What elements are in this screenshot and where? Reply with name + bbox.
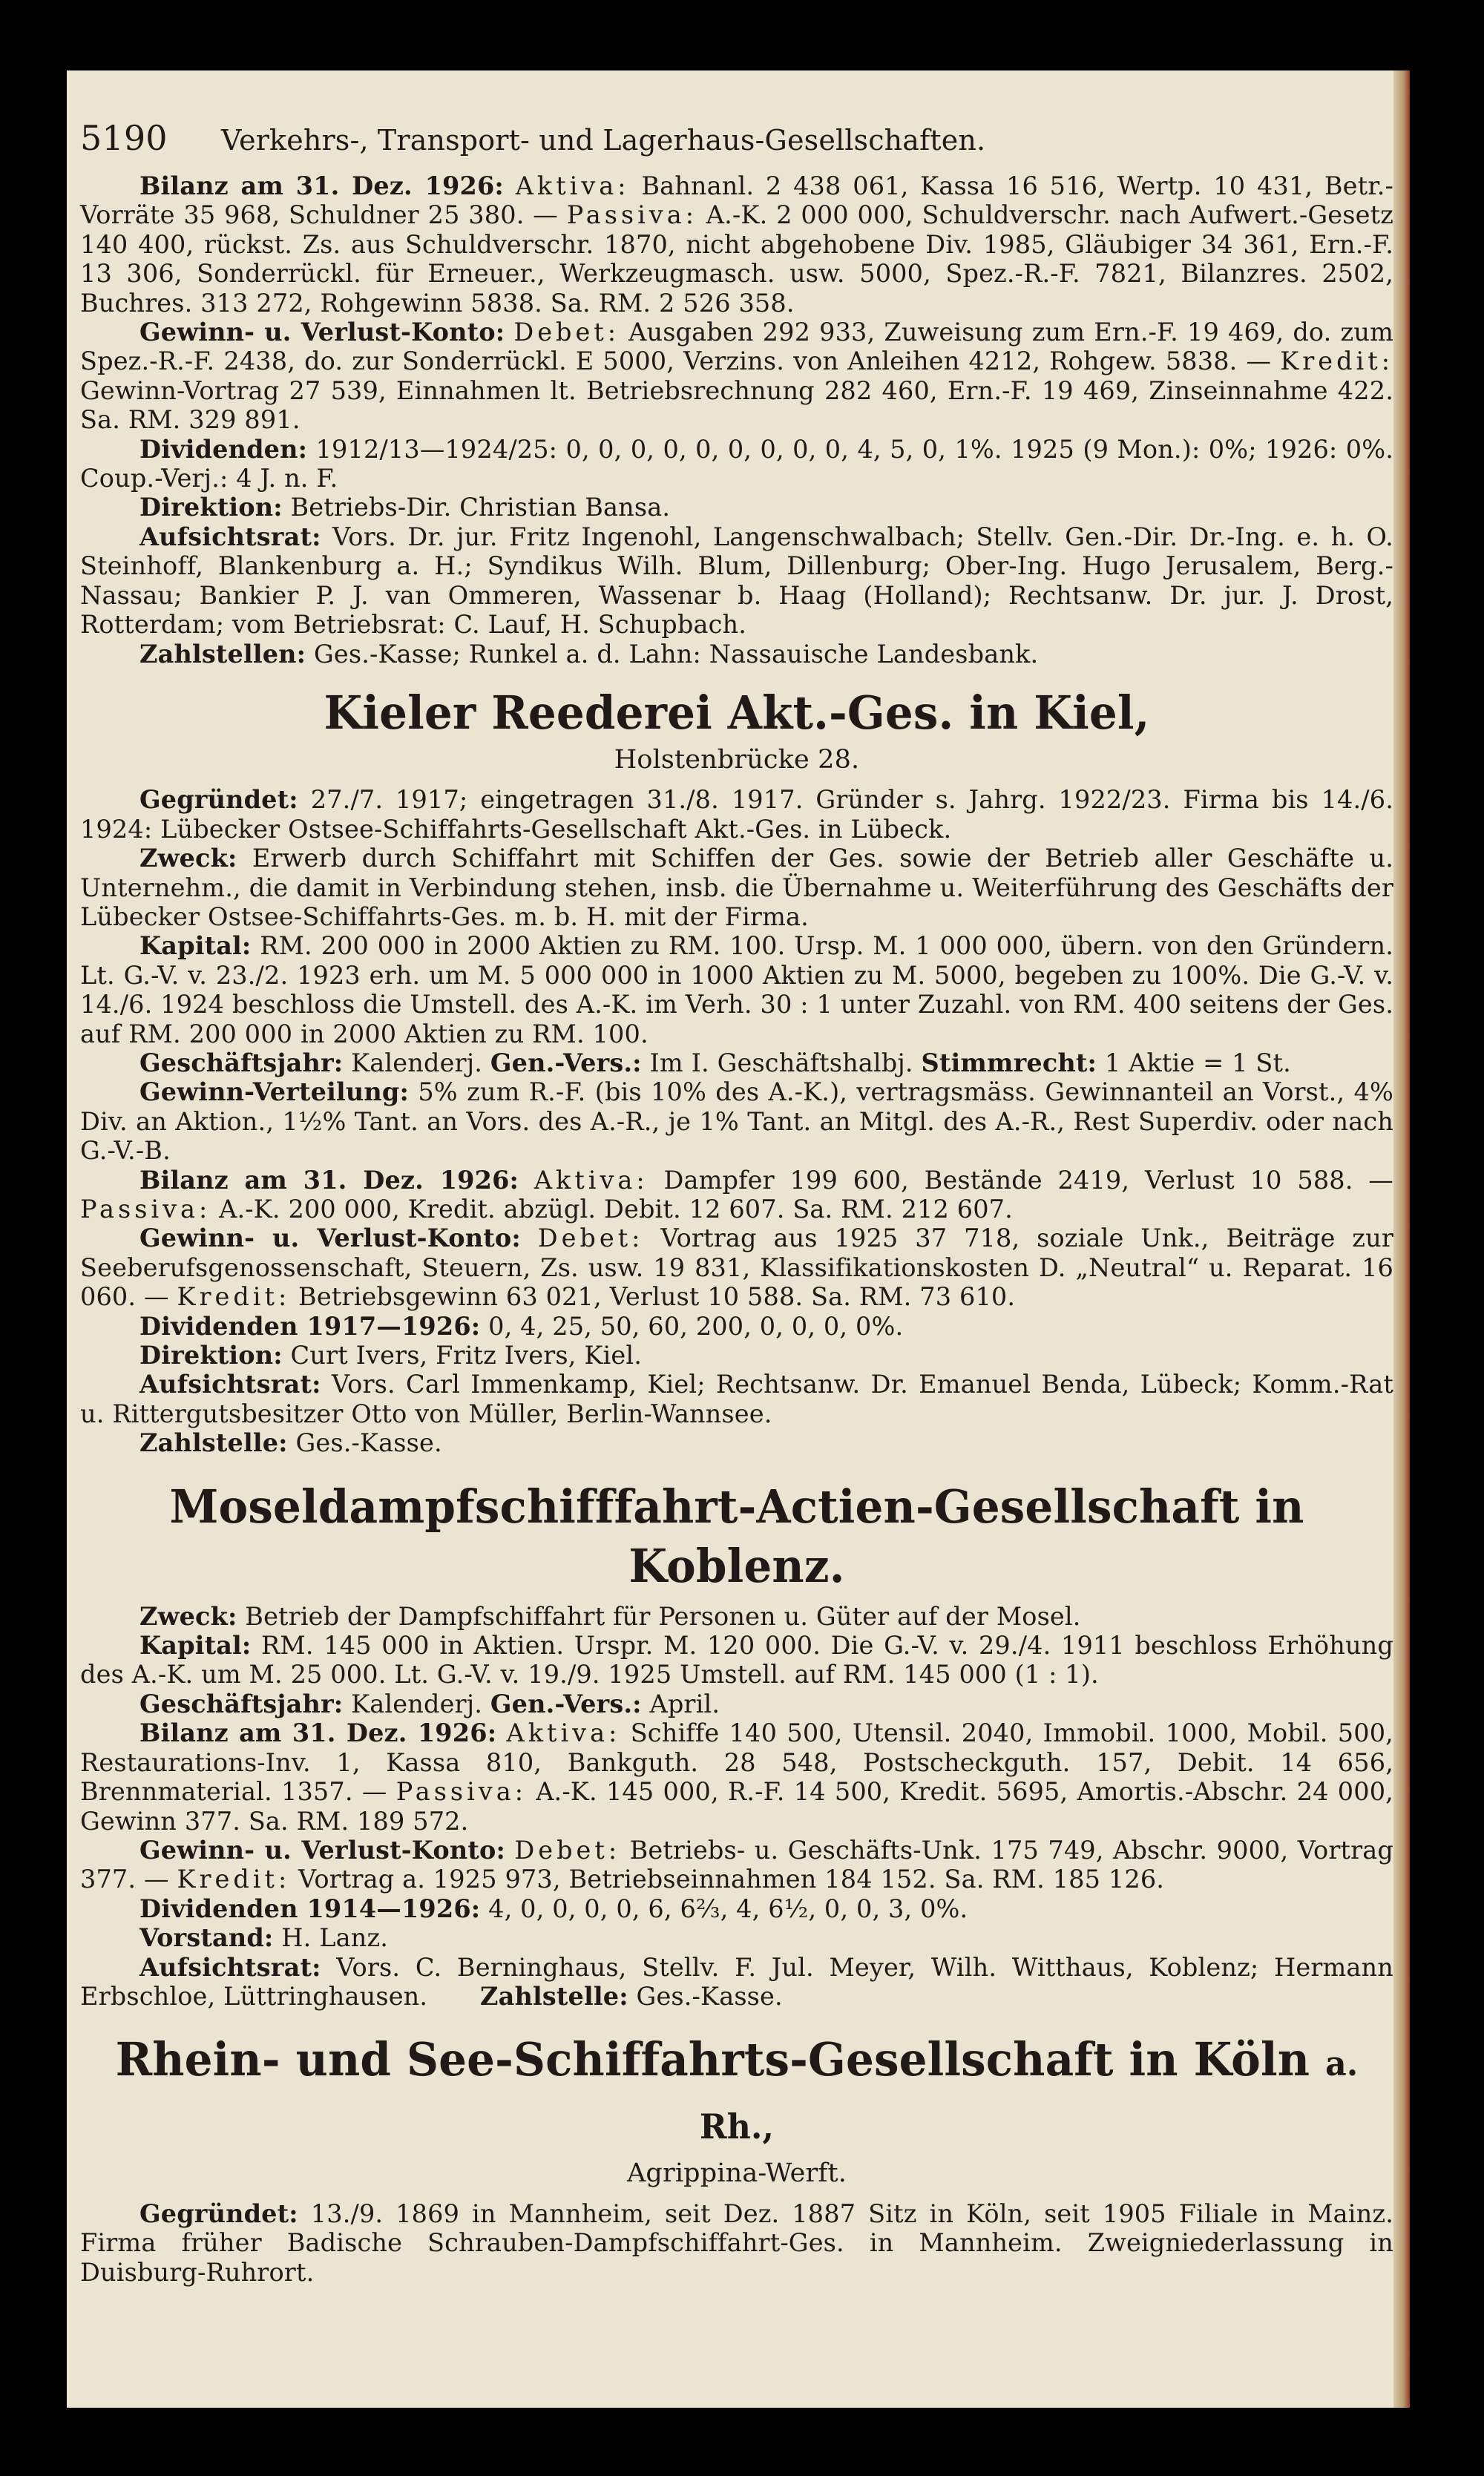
- text-aktiva: Schiffe 140 500, Utensil. 2040, Immobil. 1000, Mobil. 500, Restaurations-Inv. 1, Kassa 810, Bankguth. 28 548, Postscheckguth. 157, Debit. 14 656, Brennmaterial. 1357. —: [80, 1718, 1393, 1807]
- label-gen-vers: Gen.-Vers.:: [490, 1689, 642, 1718]
- paragraph-gegruendet: [80, 2199, 1393, 2287]
- label-passiva: Passiva:: [395, 1777, 527, 1807]
- label-direktion: Direktion:: [139, 1341, 283, 1370]
- section-rhein: [80, 2030, 1393, 2287]
- label-zweck: Zweck:: [139, 1601, 237, 1631]
- label-gewinn-verteilung: Gewinn-Verteilung:: [139, 1077, 409, 1107]
- text-aktiva: Dampfer 199 600, Bestände 2419, Verlust 10 588. —: [663, 1165, 1393, 1195]
- label-bilanz: Bilanz am 31. Dez. 1926:: [139, 1718, 497, 1748]
- section-nassau: [80, 171, 1393, 669]
- paragraph-gewinn-verlust: [80, 1836, 1393, 1894]
- paragraph-direktion: [80, 493, 1393, 522]
- text-aufsichtsrat: Vors. Dr. jur. Fritz Ingenohl, Langenschwalbach; Stellv. Gen.-Dir. Dr.-Ing. e. h. O. Steinhoff, Blankenburg a. H.; Syndikus Wilh. Blum, Dillenburg; Ober-Ing. Hugo Jerusalem, Berg.-Nassau; Bankier P. J. van Ommeren, Wassenar b. Haag (Holland); Rechtsanw. Dr. jur. J. Drost, Rotterdam; vom Betriebsrat: C. Lauf, H. Schupbach.: [80, 522, 1393, 640]
- text-passiva: A.-K. 2 000 000, Schuldverschr. nach Aufwert.-Gesetz 140 400, rückst. Zs. aus Schuldverschr. 1870, nicht abgehobene Div. 1985, Gläubiger 34 361, Ern.-F. 13 306, Sonderrückl. für Erneuer., Werkzeugmasch. usw. 5000, Spez.-R.-F. 7821, Bilanzres. 2502, Buchres. 313 272, Rohgewinn 5838. Sa. RM. 2 526 358.: [80, 200, 1393, 318]
- text-dividenden: 0, 4, 25, 50, 60, 200, 0, 0, 0, 0%.: [488, 1311, 904, 1341]
- text-zweck: Erwerb durch Schiffahrt mit Schiffen der Ges. sowie der Betrieb aller Geschäfte u. Unternehm., die damit in Verbindung stehen, insb. die Übernahme u. Weiterführung des Geschäfts der Lübecker Ostsee-Schiffahrts-Ges. m. b. H. mit der Firma.: [80, 844, 1393, 931]
- company-address-kiel: Holstenbrücke 28.: [614, 744, 860, 775]
- text-zweck: Betrieb der Dampfschiffahrt für Personen u. Güter auf der Mosel.: [245, 1601, 1081, 1631]
- label-debet: Debet:: [513, 318, 620, 347]
- paragraph-dividenden: [80, 435, 1393, 493]
- label-aufsichtsrat: Aufsichtsrat:: [139, 1952, 321, 1982]
- text-debet: Betriebs- u. Geschäfts-Unk. 175 749, Abschr. 9000, Vortrag 377. —: [80, 1835, 1393, 1894]
- label-dividenden: Dividenden 1917—1926:: [139, 1311, 481, 1341]
- label-direktion: Direktion:: [139, 493, 283, 522]
- label-kredit: Kredit:: [177, 1282, 291, 1312]
- paragraph-bilanz: [80, 1718, 1393, 1836]
- label-passiva: Passiva:: [80, 1195, 211, 1224]
- text-dividenden: 1912/13—1924/25: 0, 0, 0, 0, 0, 0, 0, 0, 0, 4, 5, 0, 1%. 1925 (9 Mon.): 0%; 1926: 0%. Coup.-Verj.: 4 J. n. F.: [80, 434, 1393, 493]
- text-stimmrecht: 1 Aktie = 1 St.: [1104, 1048, 1291, 1077]
- paragraph-dividenden: [80, 1312, 1393, 1341]
- label-zahlstelle: Zahlstelle:: [139, 1428, 288, 1458]
- text-aktiva: Bahnanl. 2 438 061, Kassa 16 516, Wertp. 10 431, Betr.-Vorräte 35 968, Schuldner 25 380. —: [80, 171, 1394, 230]
- text-kredit: Vortrag a. 1925 973, Betriebseinnahmen 184 152. Sa. RM. 185 126.: [298, 1865, 1165, 1894]
- book-page: [67, 70, 1410, 2408]
- company-title-rhein-main: Rhein- und See-Schiffahrts-Gesellschaft in Köln: [115, 2032, 1310, 2087]
- text-zahlstelle: Ges.-Kasse.: [636, 1981, 783, 2011]
- label-aktiva: Aktiva:: [533, 1165, 649, 1195]
- paragraph-gegruendet: [80, 785, 1393, 844]
- text-vorstand: H. Lanz.: [281, 1923, 389, 1953]
- paragraph-kapital: [80, 931, 1393, 1048]
- label-bilanz: Bilanz am 31. Dez. 1926:: [139, 171, 504, 200]
- text-zahlstellen: Ges.-Kasse; Runkel a. d. Lahn: Nassauische Landesbank.: [314, 639, 1039, 669]
- company-title-rhein: [106, 2030, 1367, 2156]
- label-kredit: Kredit:: [177, 1865, 291, 1894]
- text-geschaeftsjahr: Kalenderj.: [351, 1689, 483, 1718]
- text-debet: Ausgaben 292 933, Zuweisung zum Ern.-F. 19 469, do. zum Spez.-R.-F. 2438, do. zur Sonderrückl. E 5000, Verzins. von Anleihen 4212, Rohgew. 5838. —: [80, 318, 1393, 376]
- paragraph-geschaeftsjahr: [80, 1048, 1393, 1077]
- company-title-rhein-suffix: a. Rh.,: [699, 2043, 1359, 2147]
- label-debet: Debet:: [537, 1224, 644, 1253]
- text-direktion: Betriebs-Dir. Christian Bansa.: [290, 493, 671, 522]
- label-aktiva: Aktiva:: [506, 1718, 621, 1748]
- paragraph-bilanz: [80, 1166, 1393, 1224]
- text-gen-vers: Im I. Geschäftshalbj.: [649, 1048, 913, 1077]
- paragraph-vorstand: [80, 1923, 1393, 1952]
- label-kapital: Kapital:: [139, 1631, 252, 1661]
- label-aufsichtsrat: Aufsichtsrat:: [139, 1370, 321, 1399]
- paragraph-kapital: [80, 1631, 1393, 1689]
- paragraph-zahlstellen: [80, 640, 1393, 669]
- paragraph-zweck: [80, 1602, 1393, 1631]
- label-kredit: Kredit:: [1280, 347, 1393, 376]
- label-zahlstellen: Zahlstellen:: [139, 639, 306, 669]
- text-direktion: Curt Ivers, Fritz Ivers, Kiel.: [290, 1341, 642, 1370]
- text-gegruendet: 27./7. 1917; eingetragen 31./8. 1917. Gründer s. Jahrg. 1922/23. Firma bis 14./6. 1924: Lübecker Ostsee-Schiffahrts-Gesellschaft Akt.-Ges. in Lübeck.: [80, 785, 1393, 844]
- label-bilanz: Bilanz am 31. Dez. 1926:: [139, 1165, 519, 1195]
- paragraph-zahlstelle: [80, 1428, 1393, 1457]
- label-dividenden: Dividenden 1914—1926:: [139, 1894, 481, 1923]
- company-title-kiel: Kieler Reederei Akt.-Ges. in Kiel,: [324, 685, 1150, 740]
- label-zweck: Zweck:: [139, 844, 237, 873]
- paragraph-zweck: [80, 844, 1393, 931]
- company-title-mosel: Moseldampfschifffahrt-Actien-Gesellschaft in Koblenz.: [169, 1479, 1304, 1593]
- text-gegruendet: 13./9. 1869 in Mannheim, seit Dez. 1887 Sitz in Köln, seit 1905 Filiale in Mainz. Firma früher Badische Schrauben-Dampfschiffahrt-Ges. in Mannheim. Zweigniederlassung in Duisburg-Ruhrort.: [80, 2198, 1393, 2287]
- label-passiva: Passiva:: [566, 200, 697, 230]
- paragraph-direktion: [80, 1341, 1393, 1370]
- label-gegruendet: Gegründet:: [139, 785, 298, 815]
- text-gen-vers: April.: [649, 1689, 720, 1718]
- label-stimmrecht: Stimmrecht:: [921, 1048, 1097, 1077]
- text-passiva: A.-K. 145 000, R.-F. 14 500, Kredit. 5695, Amortis.-Abschr. 24 000, Gewinn 377. Sa. RM. 189 572.: [80, 1777, 1393, 1836]
- company-address-rhein: Agrippina-Werft.: [626, 2158, 847, 2189]
- paragraph-gewinn-verteilung: [80, 1077, 1393, 1165]
- page-content: [80, 118, 1394, 2287]
- text-zahlstelle: Ges.-Kasse.: [295, 1428, 442, 1458]
- label-vorstand: Vorstand:: [139, 1923, 274, 1953]
- label-aufsichtsrat: Aufsichtsrat:: [139, 522, 321, 551]
- text-kredit: Betriebsgewinn 63 021, Verlust 10 588. Sa. RM. 73 610.: [298, 1282, 1016, 1312]
- text-debet: Vortrag aus 1925 37 718, soziale Unk., Beiträge zur Seeberufsgenossenschaft, Steuern, Zs. usw. 19 831, Klassifikationskosten D. „Neutral“ u. Reparat. 16 060. —: [80, 1224, 1393, 1312]
- label-geschaeftsjahr: Geschäftsjahr:: [139, 1689, 344, 1718]
- page-number: 5190: [80, 118, 168, 158]
- label-gewinn-verlust: Gewinn- u. Verlust-Konto:: [139, 1835, 505, 1865]
- paragraph-gewinn-verlust: [80, 1224, 1393, 1311]
- section-kiel: [80, 683, 1393, 1458]
- text-passiva: A.-K. 200 000, Kredit. abzügl. Debit. 12 607. Sa. RM. 212 607.: [219, 1195, 1013, 1224]
- label-gen-vers: Gen.-Vers.:: [490, 1048, 642, 1077]
- label-zahlstelle: Zahlstelle:: [480, 1981, 628, 2011]
- paragraph-bilanz: [80, 171, 1393, 318]
- label-geschaeftsjahr: Geschäftsjahr:: [139, 1048, 344, 1077]
- text-gewinn-verteilung: 5% zum R.-F. (bis 10% des A.-K.), vertragsmäss. Gewinnanteil an Vorst., 4% Div. an Aktion., 1½% Tant. an Vors. des A.-R., je 1% Tant. an Mitgl. des A.-R., Rest Superdiv. oder nach G.-V.-B.: [80, 1077, 1393, 1166]
- label-gewinn-verlust: Gewinn- u. Verlust-Konto:: [139, 318, 505, 347]
- page-header: [80, 118, 1393, 171]
- page-edge: [1393, 70, 1410, 2408]
- text-kredit: Gewinn-Vortrag 27 539, Einnahmen lt. Betriebsrechnung 282 460, Ern.-F. 19 469, Zinseinnahme 422. Sa. RM. 329 891.: [80, 375, 1393, 435]
- paragraph-dividenden: [80, 1894, 1393, 1923]
- label-gegruendet: Gegründet:: [139, 2198, 298, 2228]
- text-dividenden: 4, 0, 0, 0, 0, 6, 6⅔, 4, 6½, 0, 0, 3, 0%.: [488, 1894, 968, 1923]
- paragraph-aufsichtsrat: [80, 1370, 1393, 1428]
- label-kapital: Kapital:: [139, 931, 252, 961]
- running-title: Verkehrs-, Transport- und Lagerhaus-Gesellschaften.: [221, 124, 986, 157]
- text-kapital: RM. 200 000 in 2000 Aktien zu RM. 100. Ursp. M. 1 000 000, übern. von den Gründern. Lt. G.-V. v. 23./2. 1923 erh. um M. 5 000 000 in 1000 Aktien zu M. 5000, begeben zu 100%. Die G.-V. v. 14./6. 1924 beschloss die Umstell. des A.-K. im Verh. 30 : 1 unter Zuzahl. von RM. 400 seitens der Ges. auf RM. 200 000 in 2000 Aktien zu RM. 100.: [80, 931, 1393, 1048]
- label-dividenden: Dividenden:: [139, 434, 308, 464]
- label-gewinn-verlust: Gewinn- u. Verlust-Konto:: [139, 1224, 521, 1253]
- text-aufsichtsrat: Vors. C. Berninghaus, Stellv. F. Jul. Meyer, Wilh. Witthaus, Koblenz; Hermann Erbschloe, Lüttringhausen.: [80, 1952, 1393, 2011]
- section-mosel: [80, 1477, 1393, 2012]
- text-kapital: RM. 145 000 in Aktien. Urspr. M. 120 000. Die G.-V. v. 29./4. 1911 beschloss Erhöhung des A.-K. um M. 25 000. Lt. G.-V. v. 19./9. 1925 Umstell. auf RM. 145 000 (1 : 1).: [80, 1631, 1393, 1689]
- label-debet: Debet:: [514, 1835, 621, 1865]
- paragraph-aufsichtsrat: [80, 1953, 1393, 2012]
- paragraph-aufsichtsrat: [80, 522, 1393, 640]
- paragraph-gewinn-verlust: [80, 318, 1393, 435]
- text-geschaeftsjahr: Kalenderj.: [351, 1048, 483, 1077]
- text-aufsichtsrat: Vors. Carl Immenkamp, Kiel; Rechtsanw. Dr. Emanuel Benda, Lübeck; Komm.-Rat u. Rittergutsbesitzer Otto von Müller, Berlin-Wannsee.: [80, 1370, 1393, 1428]
- paragraph-geschaeftsjahr: [80, 1689, 1393, 1718]
- label-aktiva: Aktiva:: [515, 171, 630, 200]
